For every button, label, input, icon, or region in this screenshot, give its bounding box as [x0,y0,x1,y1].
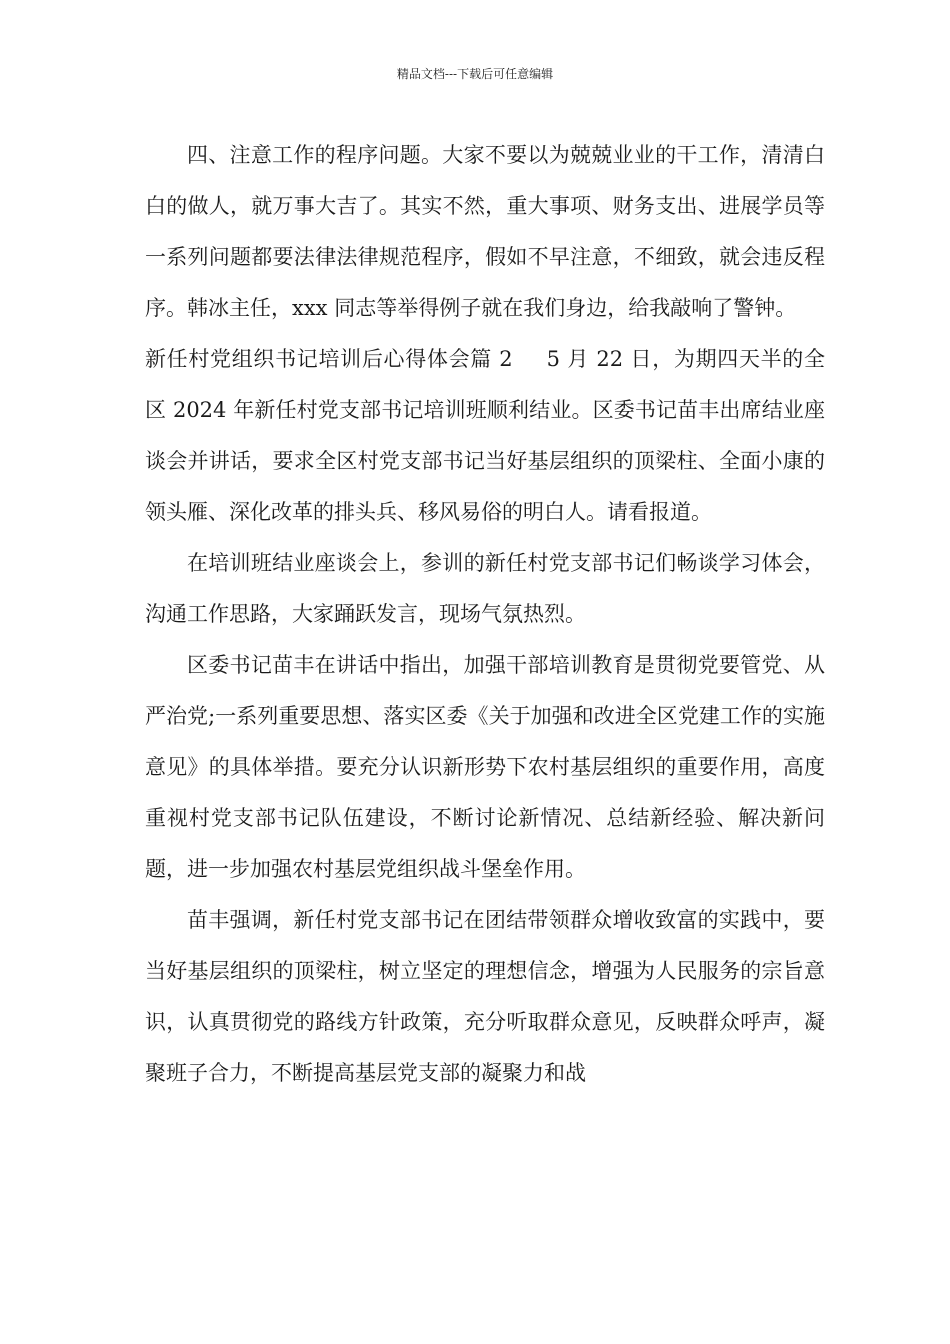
page-header: 精品文档---下载后可任意编辑 [396,67,554,81]
paragraph-emphasis: 苗丰强调，新任村党支部书记在团结带领群众增收致富的实践中，要当好基层组织的顶梁柱，树立坚定的理想信念，增强为人民服务的宗旨意识，认真贯彻党的路线方针政策，充分听取群众意见，反映群众呼声，凝聚班子合力，不断提高基层党支部的凝聚力和战 [145,908,825,1085]
paragraph-speech: 区委书记苗丰在讲话中指出，加强干部培训教育是贯彻党要管党、从严治党;一系列重要思想、落实区委《关于加强和改进全区党建工作的实施意见》的具体举措。要充分认识新形势下农村基层组织的重要作用，高度重视村党支部书记队伍建设，不断讨论新情况、总结新经验、解决新问题，进一步加强农村基层党组织战斗堡垒作用。 [145,653,825,881]
article-title: 新任村党组织书记培训后心得体会篇 2 [145,347,513,371]
paragraph-procedure: 四、注意工作的程序问题。大家不要以为兢兢业业的干工作，清清白白的做人，就万事大吉了。其实不然，重大事项、财务支出、进展学员等一系列问题都要法律法律规范程序，假如不早注意，不细致，就会违反程序。韩冰主任，xxx 同志等举得例子就在我们身边，给我敲响了警钟。 [145,143,825,320]
paragraph-article-2 [145,334,825,538]
article-lead: 5 月 22 日，为期四天半的全区 2024 年新任村党支部书记培训班顺利结业。区委书记苗丰出席结业座谈会并讲话，要求全区村党支部书记当好基层组织的顶梁柱、全面小康的领头雁、深化改革的排头兵、移风易俗的明白人。请看报道。 [145,347,825,524]
paragraph-forum: 在培训班结业座谈会上，参训的新任村党支部书记们畅谈学习体会，沟通工作思路，大家踊跃发言，现场气氛热烈。 [145,551,825,626]
document-body [145,130,825,1099]
